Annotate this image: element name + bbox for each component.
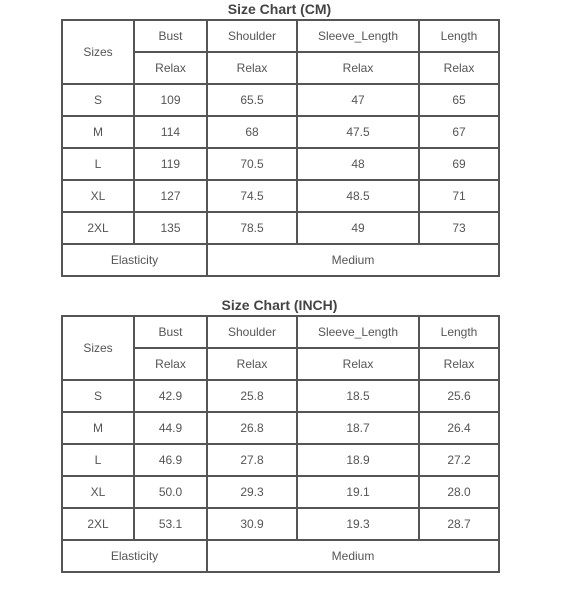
value-cell: 44.9 (134, 412, 207, 444)
footer-row (62, 540, 499, 572)
size-cell: S (62, 380, 134, 412)
value-cell: 74.5 (207, 180, 297, 212)
value-cell: 78.5 (207, 212, 297, 244)
value-cell: 27.2 (419, 444, 499, 476)
value-cell: 68 (207, 116, 297, 148)
subheader-cell: Relax (134, 52, 207, 84)
value-cell: 67 (419, 116, 499, 148)
column-header-length: Length (419, 20, 499, 52)
size-table-cm (61, 19, 500, 277)
footer-row (62, 244, 499, 276)
value-cell: 29.3 (207, 476, 297, 508)
subheader-cell: Relax (134, 348, 207, 380)
value-cell: 109 (134, 84, 207, 116)
header-row (62, 316, 499, 348)
table-row (62, 412, 499, 444)
size-cell: M (62, 412, 134, 444)
value-cell: 18.5 (297, 380, 419, 412)
value-cell: 73 (419, 212, 499, 244)
table-row (62, 84, 499, 116)
header-row (62, 20, 499, 52)
subheader-cell: Relax (419, 348, 499, 380)
size-cell: M (62, 116, 134, 148)
chart-title: Size Chart (INCH) (221, 297, 338, 313)
value-cell: 65.5 (207, 84, 297, 116)
value-cell: 119 (134, 148, 207, 180)
sizes-header: Sizes (62, 20, 134, 84)
value-cell: 42.9 (134, 380, 207, 412)
subheader-cell: Relax (207, 348, 297, 380)
value-cell: 26.8 (207, 412, 297, 444)
column-header-bust: Bust (134, 316, 207, 348)
subheader-cell: Relax (207, 52, 297, 84)
value-cell: 48 (297, 148, 419, 180)
value-cell: 47 (297, 84, 419, 116)
column-header-sleeve-length: Sleeve_Length (297, 20, 419, 52)
value-cell: 47.5 (297, 116, 419, 148)
elasticity-value: Medium (207, 540, 499, 572)
value-cell: 25.8 (207, 380, 297, 412)
value-cell: 48.5 (297, 180, 419, 212)
table-row (62, 380, 499, 412)
value-cell: 19.1 (297, 476, 419, 508)
table-row (62, 508, 499, 540)
elasticity-value: Medium (207, 244, 499, 276)
elasticity-label: Elasticity (62, 244, 207, 276)
value-cell: 114 (134, 116, 207, 148)
size-cell: XL (62, 180, 134, 212)
size-cell: 2XL (62, 212, 134, 244)
column-header-length: Length (419, 316, 499, 348)
value-cell: 19.3 (297, 508, 419, 540)
value-cell: 25.6 (419, 380, 499, 412)
value-cell: 28.0 (419, 476, 499, 508)
size-cell: 2XL (62, 508, 134, 540)
table-row (62, 476, 499, 508)
sizes-header: Sizes (62, 316, 134, 380)
column-header-shoulder: Shoulder (207, 20, 297, 52)
size-cell: L (62, 148, 134, 180)
value-cell: 53.1 (134, 508, 207, 540)
size-cell: L (62, 444, 134, 476)
size-cell: XL (62, 476, 134, 508)
value-cell: 18.9 (297, 444, 419, 476)
subheader-cell: Relax (297, 52, 419, 84)
value-cell: 127 (134, 180, 207, 212)
elasticity-label: Elasticity (62, 540, 207, 572)
value-cell: 28.7 (419, 508, 499, 540)
value-cell: 49 (297, 212, 419, 244)
table-row (62, 444, 499, 476)
value-cell: 50.0 (134, 476, 207, 508)
value-cell: 65 (419, 84, 499, 116)
value-cell: 26.4 (419, 412, 499, 444)
value-cell: 18.7 (297, 412, 419, 444)
size-chart-inch (61, 296, 498, 573)
table-row (62, 180, 499, 212)
value-cell: 69 (419, 148, 499, 180)
size-chart-cm (61, 0, 498, 277)
value-cell: 46.9 (134, 444, 207, 476)
size-cell: S (62, 84, 134, 116)
column-header-bust: Bust (134, 20, 207, 52)
subheader-cell: Relax (297, 348, 419, 380)
value-cell: 27.8 (207, 444, 297, 476)
value-cell: 135 (134, 212, 207, 244)
value-cell: 30.9 (207, 508, 297, 540)
value-cell: 71 (419, 180, 499, 212)
table-row (62, 212, 499, 244)
table-row (62, 148, 499, 180)
value-cell: 70.5 (207, 148, 297, 180)
size-table-inch (61, 315, 500, 573)
column-header-shoulder: Shoulder (207, 316, 297, 348)
chart-title: Size Chart (CM) (227, 1, 332, 17)
table-row (62, 116, 499, 148)
column-header-sleeve-length: Sleeve_Length (297, 316, 419, 348)
subheader-cell: Relax (419, 52, 499, 84)
